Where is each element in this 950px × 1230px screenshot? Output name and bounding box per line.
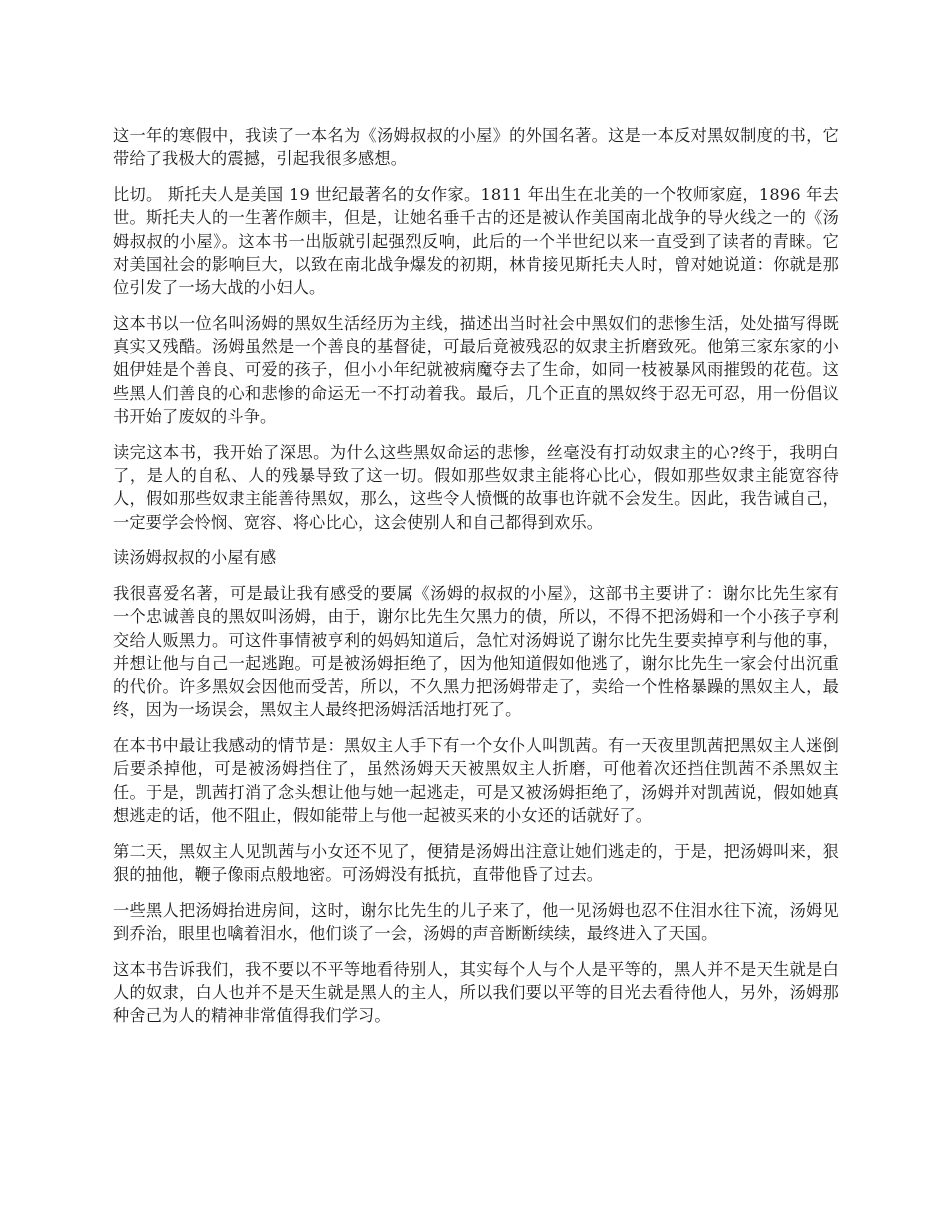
paragraph-intro: 这一年的寒假中，我读了一本名为《汤姆叔叔的小屋》的外国名著。这是一本反对黑奴制度的书，它带给了我极大的震撼，引起我很多感想。: [113, 126, 839, 169]
paragraph-author: 比切。 斯托夫人是美国 19 世纪最著名的女作家。1811 年出生在北美的一个牧师家庭，1896 年去世。斯托夫人的一生著作颇丰，但是，让她名垂千古的还是被认作美国南北战争的导火线之一的《汤姆叔叔的小屋》。这本书一出版就引起强烈反响，此后的一个半世纪以来一直受到了读者的青睐。它对美国社会的影响巨大，以致在南北战争爆发的初期，林肯接见斯托夫人时，曾对她说道：你就是那位引发了一场大战的小妇人。: [113, 184, 839, 298]
paragraph-moving-scene: 在本书中最让我感动的情节是：黑奴主人手下有一个女仆人叫凯茜。有一天夜里凯茜把黑奴主人迷倒后要杀掉他，可是被汤姆挡住了，虽然汤姆天天被黑奴主人折磨，可他着次还挡住凯茜不杀黑奴主任。于是，凯茜打消了念头想让他与她一起逃走，可是又被汤姆拒绝了，汤姆并对凯茜说，假如她真想逃走的话，他不阻止，假如能带上与他一起被买来的小女还的话就好了。: [113, 736, 839, 826]
paragraph-next-day: 第二天，黑奴主人见凯茜与小女还不见了，便猜是汤姆出注意让她们逃走的，于是，把汤姆叫来，狠狠的抽他，鞭子像雨点般地密。可汤姆没有抵抗，直带他昏了过去。: [113, 841, 839, 885]
paragraph-summary: 这本书以一位名叫汤姆的黑奴生活经历为主线，描述出当时社会中黑奴们的悲惨生活，处处描写得既真实又残酷。汤姆虽然是一个善良的基督徒，可最后竟被残忍的奴隶主折磨致死。他第三家东家的小姐伊娃是个善良、可爱的孩子，但小小年纪就被病魔夺去了生命，如同一枝被暴风雨摧毁的花苞。这些黑人们善良的心和悲惨的命运无一不打动着我。最后，几个正直的黑奴终于忍无可忍，用一份倡议书开始了废奴的斗争。: [113, 313, 839, 427]
paragraph-reflection: 读完这本书，我开始了深思。为什么这些黑奴命运的悲惨，丝毫没有打动奴隶主的心?终于，我明白了，是人的自私、人的残暴导致了这一切。假如那些奴隶主能将心比心，假如那些奴隶主能宽容待人，假如那些奴隶主能善待黑奴，那么，这些令人愤慨的故事也许就不会发生。因此，我告诫自己，一定要学会怜悯、宽容、将心比心，这会使别人和自己都得到欢乐。: [113, 442, 839, 532]
paragraph-ending: 一些黑人把汤姆抬进房间，这时，谢尔比先生的儿子来了，他一见汤姆也忍不住泪水往下流，汤姆见到乔治，眼里也噙着泪水，他们谈了一会，汤姆的声音断断续续，最终进入了天国。: [113, 900, 839, 944]
paragraph-plot: 我很喜爱名著，可是最让我有感受的要属《汤姆的叔叔的小屋》，这部书主要讲了：谢尔比先生家有一个忠诚善良的黑奴叫汤姆，由于，谢尔比先生欠黑力的债，所以，不得不把汤姆和一个小孩子亨利交给人贩黑力。可这件事情被亨利的妈妈知道后，急忙对汤姆说了谢尔比先生要卖掉亨利与他的事，并想让他与自己一起逃跑。可是被汤姆拒绝了，因为他知道假如他逃了，谢尔比先生一家会付出沉重的代价。许多黑奴会因他而受苦，所以，不久黑力把汤姆带走了，卖给一个性格暴躁的黑奴主人，最终，因为一场误会，黑奴主人最终把汤姆活活地打死了。: [113, 584, 839, 720]
section-title: 读汤姆叔叔的小屋有感: [113, 548, 277, 568]
paragraph-lesson: 这本书告诉我们，我不要以不平等地看待别人，其实每个人与个人是平等的，黑人并不是天生就是白人的奴隶，白人也并不是天生就是黑人的主人，所以我们要以平等的目光去看待他人，另外，汤姆那种舍己为人的精神非常值得我们学习。: [113, 959, 839, 1026]
document-body: [113, 124, 839, 1040]
